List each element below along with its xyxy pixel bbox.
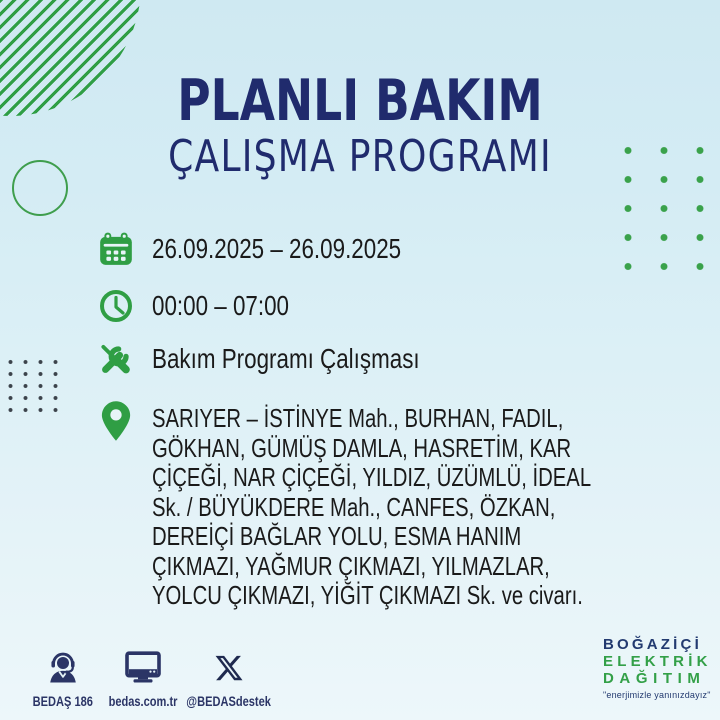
work-type-label: Bakım Programı Çalışması [152, 343, 420, 374]
page-title: PLANLI BAKIM [177, 68, 543, 134]
logo-line-bogazici: BOĞAZİÇİ [603, 636, 702, 653]
date-range: 26.09.2025 – 26.09.2025 [152, 233, 402, 264]
location-text [152, 398, 715, 611]
clock-icon [97, 287, 135, 325]
location-row [97, 398, 715, 611]
location-pin-icon [97, 398, 135, 444]
dark-dots-grid-decoration [3, 356, 63, 416]
location-line: SARIYER – İSTİNYE Mah., BURHAN, FADIL, [152, 403, 564, 433]
website-label: bedas.com.tr [108, 694, 178, 709]
location-line: ÇİÇEĞİ, NAR ÇİÇEĞİ, YILDIZ, ÜZÜMLÜ, İDEAL [152, 462, 592, 492]
time-row [97, 287, 323, 325]
contact-hotline [22, 646, 104, 709]
contact-social [184, 646, 274, 709]
page-subtitle: ÇALIŞMA PROGRAMI [168, 131, 552, 182]
logo-line-dagitim: DAĞITIM [603, 670, 706, 687]
time-range: 00:00 – 07:00 [152, 290, 290, 321]
location-line: ÇIKMAZI, YAĞMUR ÇIKMAZI, YILMAZLAR, [152, 550, 550, 581]
company-logo [603, 636, 713, 701]
date-row [97, 228, 463, 270]
support-agent-icon [43, 646, 83, 690]
work-type-row [97, 339, 487, 379]
title-block [0, 68, 720, 182]
contact-website [104, 646, 182, 709]
x-social-icon [214, 646, 244, 690]
logo-line-elektrik: ELEKTRİK [603, 653, 712, 670]
monitor-icon [124, 646, 162, 690]
location-line: DEREİÇİ BAĞLAR YOLU, ESMA HANIM [152, 521, 522, 551]
social-handle-label: @BEDASdestek [186, 694, 272, 709]
calendar-icon [97, 230, 135, 268]
location-line: GÖKHAN, GÜMÜŞ DAMLA, HASRETİM, KAR [152, 432, 572, 463]
location-line: Sk. / BÜYÜKDERE Mah., CANFES, ÖZKAN, [152, 491, 556, 522]
hotline-label: BEDAŞ 186 [32, 694, 94, 709]
location-line: YOLCU ÇIKMAZI, YİĞİT ÇIKMAZI Sk. ve civarı. [152, 580, 583, 610]
logo-slogan: "enerjimizle yanınızdayız" [603, 690, 711, 700]
tools-icon [97, 340, 135, 378]
